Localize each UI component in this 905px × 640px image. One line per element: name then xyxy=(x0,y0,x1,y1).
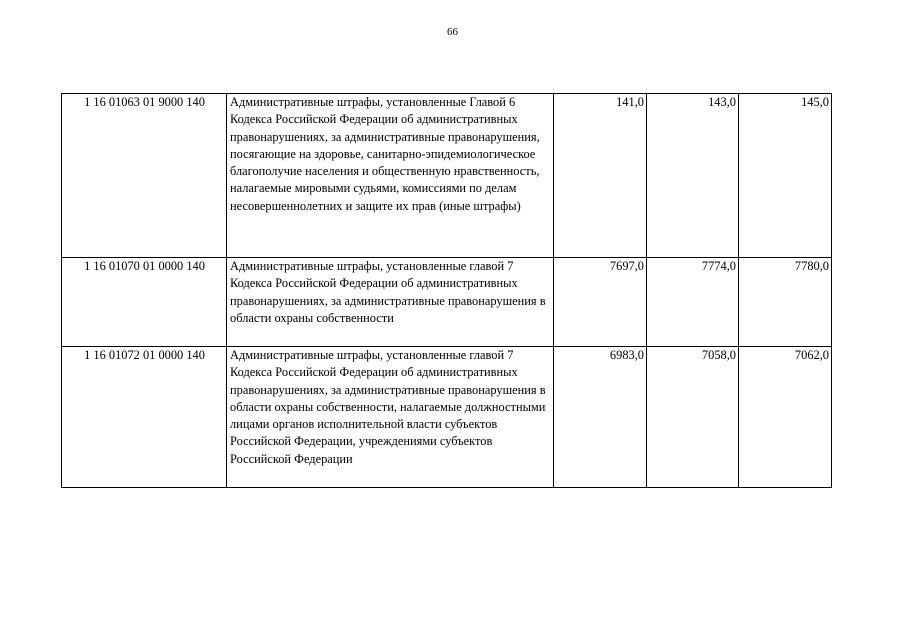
budget-revenue-table xyxy=(61,93,832,488)
table-row xyxy=(62,258,832,347)
budget-code-cell: 1 16 01072 01 0000 140 xyxy=(62,347,227,488)
value-cell-year-2: 7058,0 xyxy=(647,347,739,488)
description-cell: Административные штрафы, установленные главой 7 Кодекса Российской Федерации об административных правонарушениях, за административные правонарушения в области охраны собственности, налагаемые должностными лицами органов исполнительной власти субъектов Российской Федерации, учреждениями субъектов Российской Федерации xyxy=(227,347,554,488)
value-cell-year-3: 7780,0 xyxy=(739,258,832,347)
table-row xyxy=(62,94,832,258)
value-cell-year-1: 7697,0 xyxy=(554,258,647,347)
value-cell-year-1: 141,0 xyxy=(554,94,647,258)
value-cell-year-2: 7774,0 xyxy=(647,258,739,347)
value-cell-year-3: 145,0 xyxy=(739,94,832,258)
description-cell: Административные штрафы, установленные главой 7 Кодекса Российской Федерации об административных правонарушениях, за административные правонарушения в области охраны собственности xyxy=(227,258,554,347)
page-number: 66 xyxy=(447,26,458,38)
value-cell-year-1: 6983,0 xyxy=(554,347,647,488)
table-row xyxy=(62,347,832,488)
value-cell-year-2: 143,0 xyxy=(647,94,739,258)
budget-code-cell: 1 16 01063 01 9000 140 xyxy=(62,94,227,258)
value-cell-year-3: 7062,0 xyxy=(739,347,832,488)
budget-code-cell: 1 16 01070 01 0000 140 xyxy=(62,258,227,347)
description-cell: Административные штрафы, установленные Главой 6 Кодекса Российской Федерации об административных правонарушениях, за административные правонарушения, посягающие на здоровье, санитарно-эпидемиологическое благополучие населения и общественную нравственность, налагаемые мировыми судьями, комиссиями по делам несовершеннолетних и защите их прав (иные штрафы) xyxy=(227,94,554,258)
